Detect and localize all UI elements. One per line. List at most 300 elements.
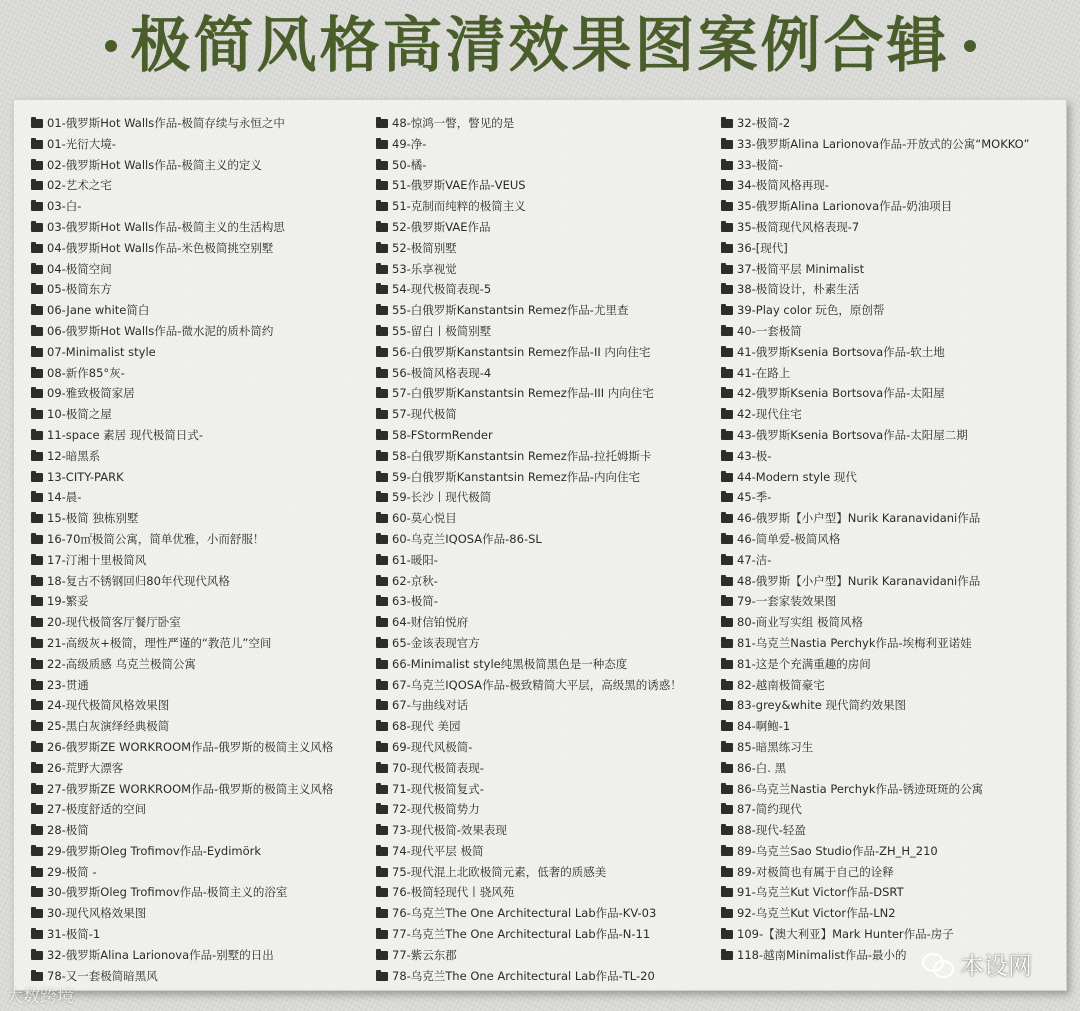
folder-icon: [376, 785, 388, 794]
folder-item-label: 67-乌克兰IQOSA作品-极致精简大平层，高级黑的诱惑！: [392, 677, 682, 692]
folder-item[interactable]: [31, 342, 376, 363]
folder-item-label: 37-极简平层 Minimalist: [737, 261, 865, 276]
folder-icon: [31, 888, 43, 897]
title-bar: [0, 4, 1080, 88]
folder-item-label: 61-暖阳-: [392, 552, 438, 567]
folder-item-label: 79-一套家装效果图: [737, 594, 837, 609]
folder-item[interactable]: [31, 820, 376, 841]
folder-item-label: 62-京秋-: [392, 573, 438, 588]
folder-item-label: 59-长沙丨现代极简: [392, 490, 492, 505]
folder-item[interactable]: [721, 633, 1066, 654]
folder-item[interactable]: [31, 508, 376, 529]
folder-icon: [721, 514, 733, 523]
folder-icon: [721, 285, 733, 294]
folder-item-label: 80-商业写实组 极简风格: [737, 615, 863, 630]
folder-item-label: 53-乐享视觉: [392, 261, 457, 276]
folder-item[interactable]: [376, 342, 721, 363]
folder-item[interactable]: [721, 820, 1066, 841]
folder-icon: [721, 888, 733, 897]
folder-icon: [31, 514, 43, 523]
folder-item[interactable]: [31, 550, 376, 571]
folder-item[interactable]: [376, 321, 721, 342]
folder-icon: [31, 389, 43, 398]
folder-item[interactable]: [721, 862, 1066, 883]
folder-item-label: 45-季-: [737, 490, 772, 505]
folder-item[interactable]: [376, 758, 721, 779]
folder-icon: [721, 473, 733, 482]
folder-icon: [721, 847, 733, 856]
folder-item-label: 74-现代平层 极简: [392, 843, 484, 858]
folder-item[interactable]: [721, 217, 1066, 238]
folder-item-label: 49-净-: [392, 136, 427, 151]
folder-item-label: 46-简单爱-极简风格: [737, 531, 841, 546]
folder-item-label: 03-白-: [47, 199, 82, 214]
folder-icon: [376, 181, 388, 190]
folder-item-label: 63-极简-: [392, 594, 438, 609]
folder-item[interactable]: [376, 924, 721, 945]
folder-icon: [376, 826, 388, 835]
folder-item[interactable]: [721, 758, 1066, 779]
page-title: 极简风格高清效果图案例合辑: [130, 11, 950, 81]
folder-item[interactable]: [721, 259, 1066, 280]
folder-item[interactable]: [721, 134, 1066, 155]
folder-item-label: 76-乌克兰The One Architectural Lab作品-KV-03: [392, 906, 657, 921]
folder-item-label: 41-在路上: [737, 365, 791, 380]
folder-item-label: 55-留白丨极简别墅: [392, 323, 492, 338]
folder-item-label: 55-白俄罗斯Kanstantsin Remez作品-尤里查: [392, 303, 629, 318]
folder-item[interactable]: [376, 550, 721, 571]
folder-item[interactable]: [721, 571, 1066, 592]
folder-item[interactable]: [31, 238, 376, 259]
folder-item-label: 75-现代混上北欧极简元素，低奢的质感美: [392, 864, 607, 879]
folder-icon: [376, 722, 388, 731]
folder-icon: [31, 535, 43, 544]
folder-item[interactable]: [31, 383, 376, 404]
folder-icon: [376, 556, 388, 565]
folder-icon: [31, 119, 43, 128]
folder-icon: [31, 764, 43, 773]
folder-item[interactable]: [721, 508, 1066, 529]
folder-item[interactable]: [376, 508, 721, 529]
folder-item[interactable]: [376, 175, 721, 196]
folder-item[interactable]: [31, 155, 376, 176]
folder-item[interactable]: [721, 737, 1066, 758]
folder-item[interactable]: [31, 799, 376, 820]
folder-icon: [31, 722, 43, 731]
folder-icon: [376, 972, 388, 981]
folder-item[interactable]: [376, 820, 721, 841]
folder-item-label: 15-极简 独栋别墅: [47, 511, 139, 526]
folder-icon: [376, 660, 388, 669]
folder-icon: [376, 701, 388, 710]
folder-icon: [376, 577, 388, 586]
folder-item[interactable]: [31, 113, 376, 134]
folder-icon: [376, 161, 388, 170]
folder-icon: [376, 473, 388, 482]
folder-item-label: 81-这是个充满重趣的房间: [737, 656, 871, 671]
folder-item[interactable]: [721, 924, 1066, 945]
folder-item[interactable]: [31, 695, 376, 716]
folder-item[interactable]: [376, 799, 721, 820]
folder-item[interactable]: [31, 404, 376, 425]
folder-icon: [376, 909, 388, 918]
folder-item[interactable]: [31, 737, 376, 758]
folder-item[interactable]: [376, 404, 721, 425]
folder-item[interactable]: [721, 404, 1066, 425]
folder-item[interactable]: [376, 841, 721, 862]
folder-item[interactable]: [721, 363, 1066, 384]
folder-item-label: 42-俄罗斯Ksenia Bortsova作品-太阳屋: [737, 386, 945, 401]
folder-icon: [31, 348, 43, 357]
folder-item-label: 43-俄罗斯Ksenia Bortsova作品-太阳屋二期: [737, 427, 968, 442]
folder-item-label: 78-又一套极简暗黑风: [47, 968, 158, 983]
folder-icon: [376, 847, 388, 856]
folder-item[interactable]: [376, 217, 721, 238]
folder-item-label: 30-俄罗斯Oleg Trofimov作品-极简主义的浴室: [47, 885, 288, 900]
folder-item-label: 11-space 素居 现代极简日式-: [47, 427, 203, 442]
folder-icon: [31, 244, 43, 253]
folder-icon: [376, 868, 388, 877]
folder-icon: [721, 722, 733, 731]
folder-icon: [721, 493, 733, 502]
folder-icon: [721, 743, 733, 752]
folder-item[interactable]: [721, 196, 1066, 217]
folder-item[interactable]: [376, 529, 721, 550]
folder-item[interactable]: [31, 446, 376, 467]
folder-item[interactable]: [31, 945, 376, 966]
folder-item[interactable]: [721, 799, 1066, 820]
folder-item-label: 02-艺术之宅: [47, 178, 112, 193]
folder-item[interactable]: [31, 425, 376, 446]
folder-icon: [31, 785, 43, 794]
folder-item[interactable]: [31, 279, 376, 300]
folder-item-label: 69-现代风极简-: [392, 739, 473, 754]
folder-item-label: 24-现代极简风格效果图: [47, 698, 170, 713]
folder-item-label: 33-俄罗斯Alina Larionova作品-开放式的公寓“MOKKO”: [737, 136, 1030, 151]
folder-item[interactable]: [31, 217, 376, 238]
folder-item[interactable]: [721, 342, 1066, 363]
wechat-icon: [922, 951, 954, 977]
folder-item[interactable]: [31, 758, 376, 779]
folder-icon: [31, 847, 43, 856]
folder-icon: [31, 473, 43, 482]
folder-item-label: 44-Modern style 现代: [737, 469, 857, 484]
folder-icon: [376, 888, 388, 897]
folder-item[interactable]: [721, 113, 1066, 134]
folder-item-label: 84-啊鲍-1: [737, 719, 791, 734]
folder-icon: [31, 930, 43, 939]
folder-item-label: 87-简约现代: [737, 802, 802, 817]
folder-item-label: 46-俄罗斯【小户型】Nurik Karanavidani作品: [737, 511, 981, 526]
folder-item[interactable]: [376, 633, 721, 654]
folder-item[interactable]: [721, 321, 1066, 342]
folder-item[interactable]: [721, 300, 1066, 321]
folder-item[interactable]: [721, 175, 1066, 196]
folder-icon: [721, 951, 733, 960]
folder-item[interactable]: [721, 841, 1066, 862]
folder-icon: [721, 452, 733, 461]
folder-item[interactable]: [721, 612, 1066, 633]
folder-item[interactable]: [376, 196, 721, 217]
folder-item[interactable]: [31, 716, 376, 737]
folder-item[interactable]: [376, 259, 721, 280]
folder-item[interactable]: [376, 446, 721, 467]
folder-icon: [721, 764, 733, 773]
folder-item[interactable]: [31, 300, 376, 321]
folder-item-label: 41-俄罗斯Ksenia Bortsova作品-软土地: [737, 344, 945, 359]
folder-item[interactable]: [31, 924, 376, 945]
folder-icon: [721, 639, 733, 648]
folder-item-label: 35-极简现代风格表现-7: [737, 219, 860, 234]
folder-item-label: 43-极-: [737, 448, 772, 463]
folder-item-label: 39-Play color 玩色，原创帮: [737, 303, 885, 318]
folder-item[interactable]: [31, 529, 376, 550]
folder-item[interactable]: [31, 779, 376, 800]
folder-icon: [376, 452, 388, 461]
folder-item-label: 77-紫云东郡: [392, 947, 457, 962]
folder-icon: [376, 805, 388, 814]
folder-item-label: 56-极简风格表现-4: [392, 365, 492, 380]
folder-item[interactable]: [31, 654, 376, 675]
folder-icon: [376, 743, 388, 752]
folder-icon: [376, 119, 388, 128]
folder-icon: [31, 639, 43, 648]
folder-item[interactable]: [376, 737, 721, 758]
folder-icon: [31, 805, 43, 814]
folder-item[interactable]: [376, 425, 721, 446]
folder-item[interactable]: [31, 571, 376, 592]
folder-item[interactable]: [376, 716, 721, 737]
folder-item[interactable]: [721, 467, 1066, 488]
folder-item[interactable]: [376, 675, 721, 696]
folder-item[interactable]: [376, 591, 721, 612]
folder-item-label: 48-俄罗斯【小户型】Nurik Karanavidani作品: [737, 573, 981, 588]
folder-item-label: 70-现代极简表现-: [392, 760, 484, 775]
folder-icon: [376, 930, 388, 939]
folder-item-label: 86-白. 黑: [737, 760, 787, 775]
folder-icon: [376, 597, 388, 606]
folder-icon: [376, 514, 388, 523]
folder-item-label: 71-现代极简复式-: [392, 781, 484, 796]
folder-item[interactable]: [376, 238, 721, 259]
folder-item[interactable]: [376, 862, 721, 883]
folder-item[interactable]: [376, 113, 721, 134]
folder-item-label: 76-极简轻现代丨骁风苑: [392, 885, 515, 900]
folder-item[interactable]: [376, 571, 721, 592]
folder-item[interactable]: [376, 966, 721, 987]
folder-item[interactable]: [376, 695, 721, 716]
folder-item-label: 57-现代极简: [392, 407, 457, 422]
folder-item[interactable]: [721, 529, 1066, 550]
folder-item-label: 58-白俄罗斯Kanstantsin Remez作品-拉托姆斯卡: [392, 448, 652, 463]
folder-item-label: 23-贯通: [47, 677, 89, 692]
folder-icon: [31, 577, 43, 586]
folder-item-label: 21-高级灰+极简，理性严谨的“教范儿”空间: [47, 635, 272, 650]
folder-item-label: 64-财信铂悦府: [392, 615, 469, 630]
folder-item-label: 01-俄罗斯Hot Walls作品-极简存续与永恒之中: [47, 116, 285, 130]
folder-item[interactable]: [31, 862, 376, 883]
folder-item-label: 02-俄罗斯Hot Walls作品-极简主义的定义: [47, 157, 262, 172]
folder-icon: [31, 743, 43, 752]
folder-icon: [376, 244, 388, 253]
folder-icon: [721, 389, 733, 398]
folder-item[interactable]: [31, 134, 376, 155]
folder-icon: [721, 223, 733, 232]
folder-item-label: 09-雅致极简家居: [47, 386, 135, 401]
folder-item-label: 85-暗黑练习生: [737, 739, 814, 754]
folder-item[interactable]: [31, 675, 376, 696]
folder-item[interactable]: [31, 467, 376, 488]
folder-item-label: 10-极简之屋: [47, 407, 112, 422]
folder-item[interactable]: [721, 383, 1066, 404]
folder-item-label: 66-Minimalist style纯黑极简黑色是一种态度: [392, 656, 628, 671]
folder-item[interactable]: [31, 841, 376, 862]
folder-icon: [31, 223, 43, 232]
folder-item-label: 52-极简别墅: [392, 240, 457, 255]
folder-icon: [31, 660, 43, 669]
folder-item[interactable]: [31, 487, 376, 508]
folder-item-label: 16-70㎡极简公寓，简单优雅，小而舒服！: [47, 531, 265, 546]
folder-item[interactable]: [31, 363, 376, 384]
folder-item-label: 22-高级质感 乌克兰极简公寓: [47, 656, 196, 671]
folder-item-label: 04-俄罗斯Hot Walls作品-米色极简挑空别墅: [47, 240, 274, 255]
folder-item-label: 05-极简东方: [47, 282, 112, 297]
folder-icon: [376, 618, 388, 627]
folder-item-label: 33-极简-: [737, 157, 783, 172]
folder-item-label: 03-俄罗斯Hot Walls作品-极简主义的生活构思: [47, 219, 285, 234]
folder-item[interactable]: [721, 279, 1066, 300]
folder-item[interactable]: [31, 903, 376, 924]
folder-icon: [376, 410, 388, 419]
folder-item[interactable]: [376, 467, 721, 488]
folder-item[interactable]: [376, 612, 721, 633]
folder-item-label: 77-乌克兰The One Architectural Lab作品-N-11: [392, 927, 651, 942]
folder-icon: [721, 701, 733, 710]
folder-item[interactable]: [721, 882, 1066, 903]
folder-item-label: 12-暗黑系: [47, 448, 101, 463]
folder-item[interactable]: [31, 321, 376, 342]
folder-item-label: 91-乌克兰Kut Victor作品-DSRT: [737, 885, 904, 900]
folder-icon: [721, 369, 733, 378]
folder-icon: [31, 452, 43, 461]
folder-item[interactable]: [31, 591, 376, 612]
folder-item[interactable]: [376, 779, 721, 800]
folder-item[interactable]: [31, 882, 376, 903]
folder-item-label: 01-光衍大境-: [47, 136, 116, 151]
folder-icon: [31, 868, 43, 877]
watermark-right: [922, 946, 1032, 981]
folder-item[interactable]: [721, 779, 1066, 800]
folder-item[interactable]: [376, 300, 721, 321]
folder-item[interactable]: [376, 654, 721, 675]
folder-item[interactable]: [31, 612, 376, 633]
folder-item[interactable]: [31, 175, 376, 196]
folder-item[interactable]: [376, 279, 721, 300]
folder-item[interactable]: [376, 155, 721, 176]
folder-item-label: 42-现代住宅: [737, 407, 802, 422]
folder-item[interactable]: [721, 425, 1066, 446]
folder-item-label: 56-白俄罗斯Kanstantsin Remez作品-II 内向住宅: [392, 344, 651, 359]
folder-icon: [31, 431, 43, 440]
folder-item[interactable]: [376, 945, 721, 966]
folder-item-label: 58-FStormRender: [392, 427, 493, 442]
folder-icon: [376, 639, 388, 648]
folder-icon: [376, 285, 388, 294]
folder-item-label: 06-俄罗斯Hot Walls作品-微水泥的质朴简约: [47, 323, 274, 338]
folder-item[interactable]: [376, 882, 721, 903]
folder-icon: [721, 618, 733, 627]
folder-item[interactable]: [376, 383, 721, 404]
folder-item[interactable]: [721, 446, 1066, 467]
folder-item[interactable]: [721, 487, 1066, 508]
folder-item[interactable]: [721, 591, 1066, 612]
folder-icon: [721, 909, 733, 918]
folder-icon: [721, 597, 733, 606]
folder-item[interactable]: [721, 675, 1066, 696]
folder-icon: [31, 972, 43, 981]
folder-item-label: 118-越南Minimalist作品-最小的: [737, 947, 907, 962]
folder-item[interactable]: [721, 716, 1066, 737]
folder-icon: [31, 306, 43, 315]
folder-item[interactable]: [376, 363, 721, 384]
title-dot-right: [964, 40, 976, 52]
folder-icon: [31, 909, 43, 918]
folder-item-label: 27-极度舒适的空间: [47, 802, 147, 817]
folder-item-label: 13-CITY-PARK: [47, 469, 124, 484]
folder-item[interactable]: [721, 654, 1066, 675]
folder-item-label: 26-荒野大漂客: [47, 760, 124, 775]
folder-item[interactable]: [721, 155, 1066, 176]
folder-item-label: 86-乌克兰Nastia Perchyk作品-锈迹斑斑的公寓: [737, 781, 984, 796]
watermark-right-text: 本设网: [960, 952, 1032, 980]
folder-item[interactable]: [31, 196, 376, 217]
folder-item[interactable]: [31, 633, 376, 654]
folder-item-label: 29-极简 -: [47, 864, 97, 879]
folder-icon: [721, 202, 733, 211]
folder-item[interactable]: [721, 695, 1066, 716]
folder-item[interactable]: [376, 134, 721, 155]
folder-icon: [31, 681, 43, 690]
folder-icon: [31, 701, 43, 710]
folder-icon: [376, 493, 388, 502]
folder-icon: [376, 348, 388, 357]
folder-item[interactable]: [31, 966, 376, 987]
folder-icon: [376, 764, 388, 773]
folder-item-label: 27-俄罗斯ZE WORKROOM作品-俄罗斯的极简主义风格: [47, 781, 334, 796]
folder-icon: [376, 431, 388, 440]
folder-icon: [721, 348, 733, 357]
folder-item[interactable]: [376, 487, 721, 508]
folder-item[interactable]: [376, 903, 721, 924]
folder-icon: [31, 327, 43, 336]
folder-item-label: 89-乌克兰Sao Studio作品-ZH_H_210: [737, 843, 938, 858]
folder-icon: [376, 327, 388, 336]
folder-item[interactable]: [721, 550, 1066, 571]
folder-icon: [376, 306, 388, 315]
folder-column-2: [376, 113, 721, 986]
folder-icon: [721, 244, 733, 253]
folder-icon: [31, 493, 43, 502]
folder-item-label: 89-对极简也有属于自己的诠释: [737, 864, 894, 879]
folder-item-label: 14-晨-: [47, 490, 82, 505]
watermark-left: 大数跨境: [6, 987, 74, 1007]
folder-item[interactable]: [31, 259, 376, 280]
folder-icon: [721, 410, 733, 419]
folder-item-label: 88-现代-轻盈: [737, 823, 806, 838]
folder-item-label: 60-乌克兰IQOSA作品-86-SL: [392, 531, 542, 546]
folder-item[interactable]: [721, 238, 1066, 259]
folder-item[interactable]: [721, 903, 1066, 924]
